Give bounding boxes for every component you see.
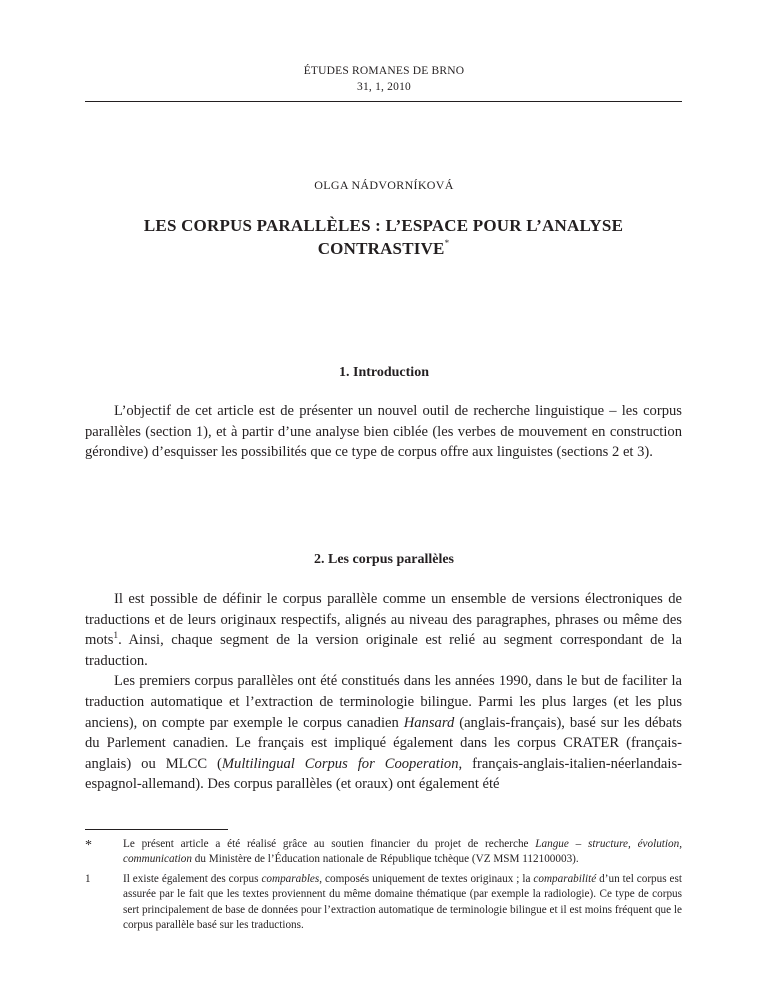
- section-heading-corpus: 2. Les corpus parallèles: [314, 552, 454, 567]
- corpus-p2-a: Les premiers corpus parallèles ont été constitués dans les années 1990, dans le but de faciliter la traduction automatique et l’extraction de terminologie bilingue. Parmi les plus larges (et les plus anciens), on compte par exemple le corpus canadien: [85, 673, 682, 731]
- header-rule: [85, 101, 682, 102]
- title-footnote-mark: *: [444, 238, 450, 248]
- title-line-1: LES CORPUS PARALLÈLES : L’ESPACE POUR L’ANALYSE: [143, 216, 624, 235]
- hansard-term: Hansard: [403, 714, 455, 731]
- footnote-1-mark: 1: [85, 872, 91, 885]
- corpus-section-body: [85, 589, 682, 795]
- article-title: [85, 214, 682, 260]
- footnote-star: [85, 837, 682, 868]
- footnotes: [85, 837, 682, 937]
- corpus-p2-b: (anglais-français), basé sur les débats du Parlement canadien. Le français est impliqué également dans les corpus CRATER (français-anglais) ou MLCC (: [85, 714, 682, 772]
- section-heading-introduction: 1. Introduction: [339, 365, 429, 380]
- footnote-star-text-a: Le présent article a été réalisé grâce au soutien financier du projet de recherche: [123, 838, 536, 850]
- title-line-2: CONTRASTIVE: [317, 239, 445, 258]
- footnote-star-mark: *: [85, 838, 92, 853]
- introduction-paragraph: L’objectif de cet article est de présenter un nouvel outil de recherche linguistique – les corpus parallèles (section 1), et à partir d’une analyse bien ciblée (les verbes de mouvement en construction gérondive) d’esquisser les possibilités que ce type de corpus offre aux linguistes (sections 2 et 3).: [85, 403, 682, 461]
- footnote-rule: [85, 829, 228, 830]
- footnote-ref-1: 1: [113, 631, 119, 642]
- corpus-paragraph-2: [85, 671, 682, 795]
- journal-name: ÉTUDES ROMANES DE BRNO: [303, 65, 465, 77]
- footnote-star-italic: Langue – structure, évolution, communication: [123, 838, 682, 866]
- footnote-1-text-a: Il existe également des corpus: [123, 872, 262, 885]
- footnote-1-text-b: , composés uniquement de textes originaux ; la: [319, 872, 534, 885]
- mlcc-term: Multilingual Corpus for Cooperation: [221, 755, 459, 772]
- author-name: OLGA NÁDVORNÍKOVÁ: [314, 178, 454, 192]
- journal-issue: 31, 1, 2010: [357, 81, 411, 93]
- footnote-star-text-b: du Ministère de l’Éducation nationale de République tchèque (VZ MSM 112100003).: [191, 853, 579, 866]
- footnote-1: [85, 872, 682, 934]
- corpus-p1-end: . Ainsi, chaque segment de la version originale est relié au segment correspondant de la traduction.: [85, 632, 682, 669]
- introduction-body: [85, 401, 682, 463]
- corpus-paragraph-1: [85, 589, 682, 671]
- footnote-1-italic-2: comparabilité: [533, 872, 597, 885]
- corpus-p2-c: , français-anglais-italien-néerlandais-espagnol-allemand). Des corpus parallèles (et oraux) ont également été: [85, 755, 682, 793]
- corpus-p1-text: Il est possible de définir le corpus parallèle comme un ensemble de versions électroniques de traductions et de leurs originaux respectifs, alignés au niveau des paragraphes, phrases ou même des mots: [85, 591, 682, 649]
- footnote-1-text-c: d’un tel corpus est assurée par le fait que les textes proviennent du même domaine thématique (par exemple la radiologie). Ce type de corpus sert principalement de base de données pour l’extraction automatique de terminologie bilingue et il est moins fréquent que le corpus parallèle basé sur les traductions.: [123, 872, 682, 932]
- footnote-1-italic-1: comparables: [261, 872, 320, 885]
